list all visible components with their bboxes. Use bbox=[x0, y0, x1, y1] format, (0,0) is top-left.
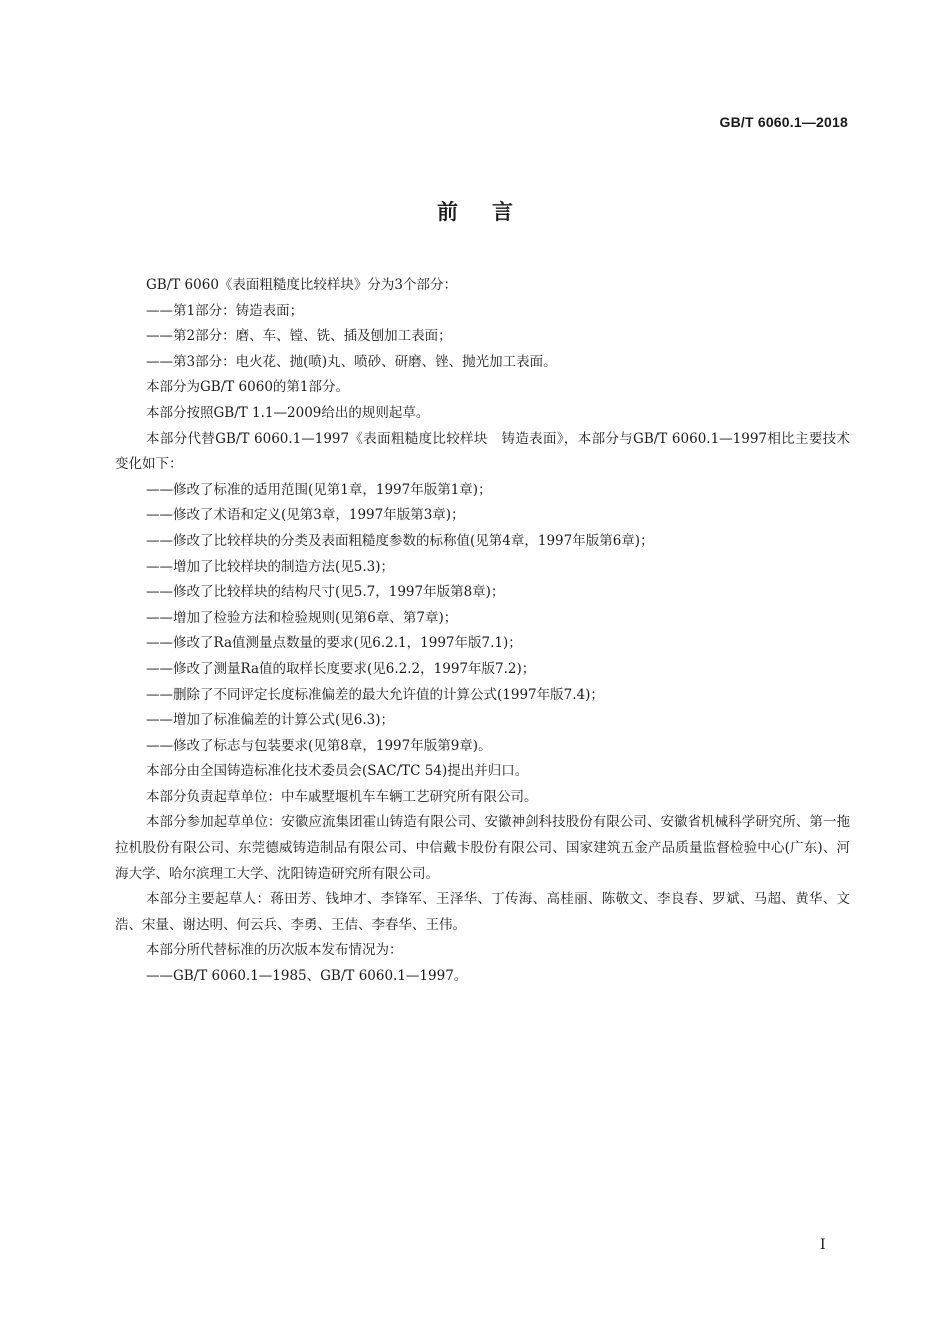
main-drafters: 本部分主要起草人：蒋田芳、钱坤才、李锋军、王泽华、丁传海、高桂丽、陈敬文、李良春、罗斌、马超、黄华、文浩、宋量、谢达明、何云兵、李勇、王佶、李春华、王伟。 bbox=[115, 891, 850, 933]
page-number: I bbox=[820, 1237, 826, 1253]
change-item: ——增加了标准偏差的计算公式(见6.3)； bbox=[146, 712, 395, 729]
part-list-item-3: ——第3部分：电火花、抛(喷)丸、喷砂、研磨、锉、抛光加工表面。 bbox=[146, 353, 557, 370]
proposer-statement: 本部分由全国铸造标准化技术委员会(SAC/TC 54)提出并归口。 bbox=[146, 763, 529, 780]
change-item: ——删除了不同评定长度标准偏差的最大允许值的计算公式(1997年版7.4)； bbox=[146, 686, 604, 703]
change-item: ——增加了比较样块的制造方法(见5.3)； bbox=[146, 558, 395, 575]
part-list-item-1: ——第1部分：铸造表面； bbox=[146, 302, 304, 319]
change-item: ——修改了Ra值测量点数量的要求(见6.2.1，1997年版7.1)； bbox=[146, 635, 522, 652]
part-statement: 本部分为GB/T 6060的第1部分。 bbox=[146, 379, 349, 396]
drafting-rules: 本部分按照GB/T 1.1—2009给出的规则起草。 bbox=[146, 404, 430, 421]
responsible-drafter: 本部分负责起草单位：中车戚墅堰机车车辆工艺研究所有限公司。 bbox=[146, 788, 538, 805]
part-list-item-2: ——第2部分：磨、车、镗、铣、插及刨加工表面； bbox=[146, 328, 452, 345]
intro-paragraph: GB/T 6060《表面粗糙度比较样块》分为3个部分： bbox=[146, 277, 457, 293]
participating-drafters: 本部分参加起草单位：安徽应流集团霍山铸造有限公司、安徽神剑科技股份有限公司、安徽省机械科学研究所、第一拖拉机股份有限公司、东莞德威铸造制品有限公司、中信戴卡股份有限公司、国家建筑五金产品质量监督检验中心(广东)、河海大学、哈尔滨理工大学、沈阳铸造研究所有限公司。 bbox=[115, 814, 850, 882]
change-item: ——修改了比较样块的结构尺寸(见5.7，1997年版第8章)； bbox=[146, 584, 505, 601]
change-item: ——修改了比较样块的分类及表面粗糙度参数的标称值(见第4章，1997年版第6章)； bbox=[146, 532, 654, 549]
foreword-body bbox=[115, 273, 850, 990]
history-item: ——GB/T 6060.1—1985、GB/T 6060.1—1997。 bbox=[146, 968, 468, 985]
change-item: ——修改了标志与包装要求(见第8章，1997年版第9章)。 bbox=[146, 737, 492, 754]
change-item: ——修改了标准的适用范围(见第1章，1997年版第1章)； bbox=[146, 481, 492, 498]
history-heading: 本部分所代替标准的历次版本发布情况为： bbox=[146, 942, 403, 959]
page-title: 前言 bbox=[437, 200, 547, 224]
change-item: ——修改了测量Ra值的取样长度要求(见6.2.2，1997年版7.2)； bbox=[146, 660, 536, 677]
change-item: ——增加了检验方法和检验规则(见第6章、第7章)； bbox=[146, 609, 458, 626]
change-item: ——修改了术语和定义(见第3章，1997年版第3章)； bbox=[146, 507, 465, 524]
standard-code: GB/T 6060.1—2018 bbox=[719, 114, 848, 130]
replacement-statement: 本部分代替GB/T 6060.1—1997《表面粗糙度比较样块 铸造表面》，本部分与GB/T 6060.1—1997相比主要技术变化如下： bbox=[115, 430, 850, 473]
